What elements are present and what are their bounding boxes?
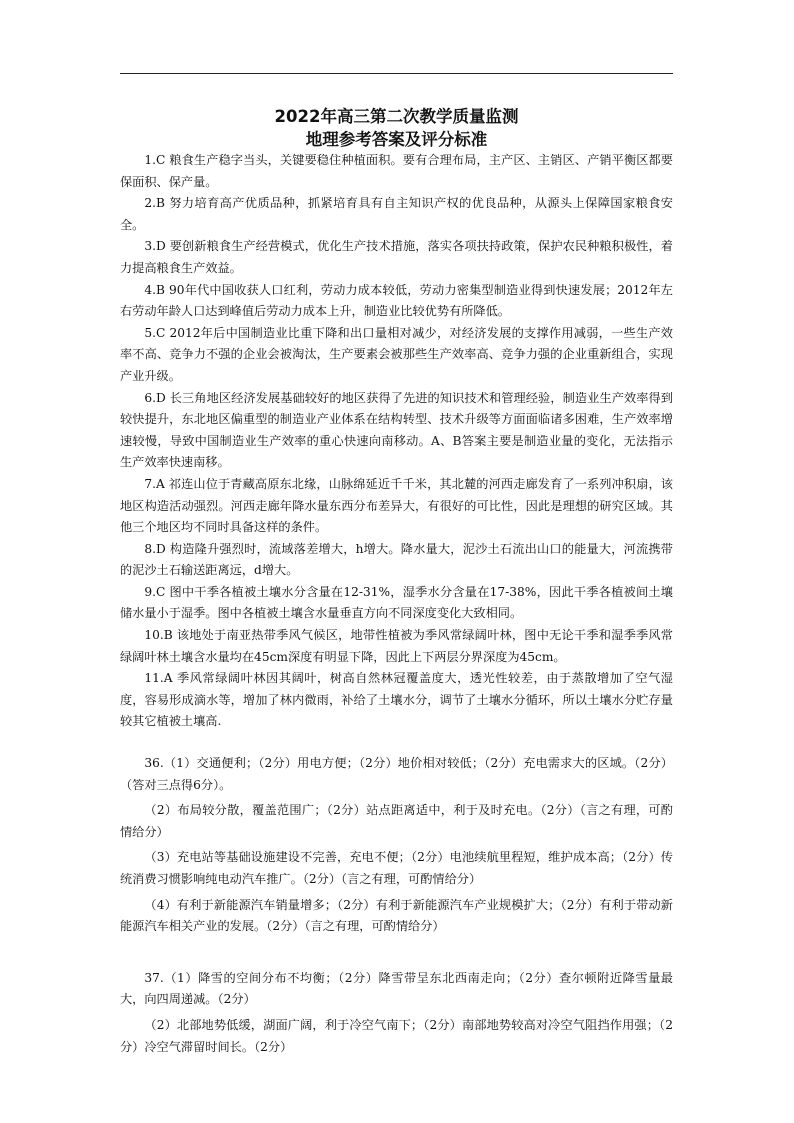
document-subtitle: 地理参考答案及评分标准 [305,130,488,149]
answer-36-part3: （3）充电站等基础设施建设不完善，充电不便；（2分）电池续航里程短，维护成本高；（2分）传统消费习惯影响纯电动汽车推广。（2分）（言之有理，可酌情给分） [120,850,673,886]
header-rule [120,73,673,74]
answer-36-part1: 36.（1）交通便利；（2分）用电方便；（2分）地价相对较低；（2分）充电需求大的区域。（2分）（答对三点得6分）。 [120,756,673,792]
answer-9: 9.C 图中干季各植被土壤水分含量在12-31%，湿季水分含量在17-38%，因此干季各植被间土壤储水量小于湿季。图中各植被土壤含水量垂直方向不同深度变化大致相同。 [120,584,673,621]
answer-body [120,150,673,1058]
answer-3: 3.D 要创新粮食生产经营模式，优化生产技术措施，落实各项扶持政策，保护农民种粮积极性，着力提高粮食生产效益。 [120,239,673,275]
answer-5: 5.C 2012年后中国制造业比重下降和出口量相对减少，对经济发展的支撑作用减弱，一些生产效率不高、竞争力不强的企业会被淘汰，生产要素会被那些生产效率高、竞争力强的企业重新组合，实现产业升级。 [120,325,673,383]
answer-2: 2.B 努力培育高产优质品种，抓紧培育具有自主知识产权的优良品种，从源头上保障国家粮食安全。 [120,196,673,232]
answer-6: 6.D 长三角地区经济发展基础较好的地区获得了先进的知识技术和管理经验，制造业生产效率得到较快提升，东北地区偏重型的制造业产业体系在结构转型、技术升级等方面面临诸多困难，生产效率增速较慢，导致中国制造业生产效率的重心快速向南移动。A、B答案主要是制造业量的变化，无法指示生产效率快速南移。 [120,390,673,470]
answer-36-part4: （4）有利于新能源汽车销量增多；（2分）有利于新能源汽车产业规模扩大；（2分）有利于带动新能源汽车相关产业的发展。（2分）（言之有理，可酌情给分） [120,897,673,934]
document-title: 2022年高三第二次教学质量监测 [274,107,519,126]
answer-37-part2: （2）北部地势低缓，湖面广阔，利于冷空气南下；（2分）南部地势较高对冷空气阻挡作用强；（2分）冷空气滞留时间长。（2分） [120,1017,673,1054]
answer-4: 4.B 90年代中国收获人口红利，劳动力成本较低，劳动力密集型制造业得到快速发展；2012年左右劳动年龄人口达到峰值后劳动力成本上升，制造业比较优势有所降低。 [120,282,673,319]
answer-10: 10.B 该地处于南亚热带季风气候区，地带性植被为季风常绿阔叶林，图中无论干季和湿季季风常绿阔叶林土壤含水量均在45cm深度有明显下降，因此上下两层分界深度为45cm。 [120,628,673,664]
answer-8: 8.D 构造隆升强烈时，流域落差增大，h增大。降水量大，泥沙土石流出山口的能量大，河流携带的泥沙土石输送距离远，d增大。 [120,541,673,578]
answer-7: 7.A 祁连山位于青藏高原东北缘，山脉绵延近千千米，其北麓的河西走廊发育了一系列冲积扇，该地区构造活动强烈。河西走廊年降水量东西分布差异大，有很好的可比性，因此是理想的研究区域。其他三个地区均不同时具备这样的条件。 [120,476,673,535]
answer-37-part1: 37.（1）降雪的空间分布不均衡；（2分）降雪带呈东北西南走向；（2分）查尔顿附近降雪量最大，向四周递减。（2分） [120,970,673,1007]
answer-11: 11.A 季风常绿阔叶林因其阔叶，树高自然林冠覆盖度大，透光性较差，由于蒸散增加了空气湿度，容易形成滴水等，增加了林内微雨，补给了土壤水分，调节了土壤水分循环，所以土壤水分贮存量较其它植被土壤高. [120,671,673,729]
answer-36-part2: （2）布局较分散，覆盖范围广；（2分）站点距离适中，利于及时充电。（2分）（言之有理，可酌情给分） [120,803,673,839]
answer-1: 1.C 粮食生产稳字当头，关键要稳住种植面积。要有合理布局，主产区、主销区、产销平衡区都要保面积、保产量。 [120,153,673,189]
